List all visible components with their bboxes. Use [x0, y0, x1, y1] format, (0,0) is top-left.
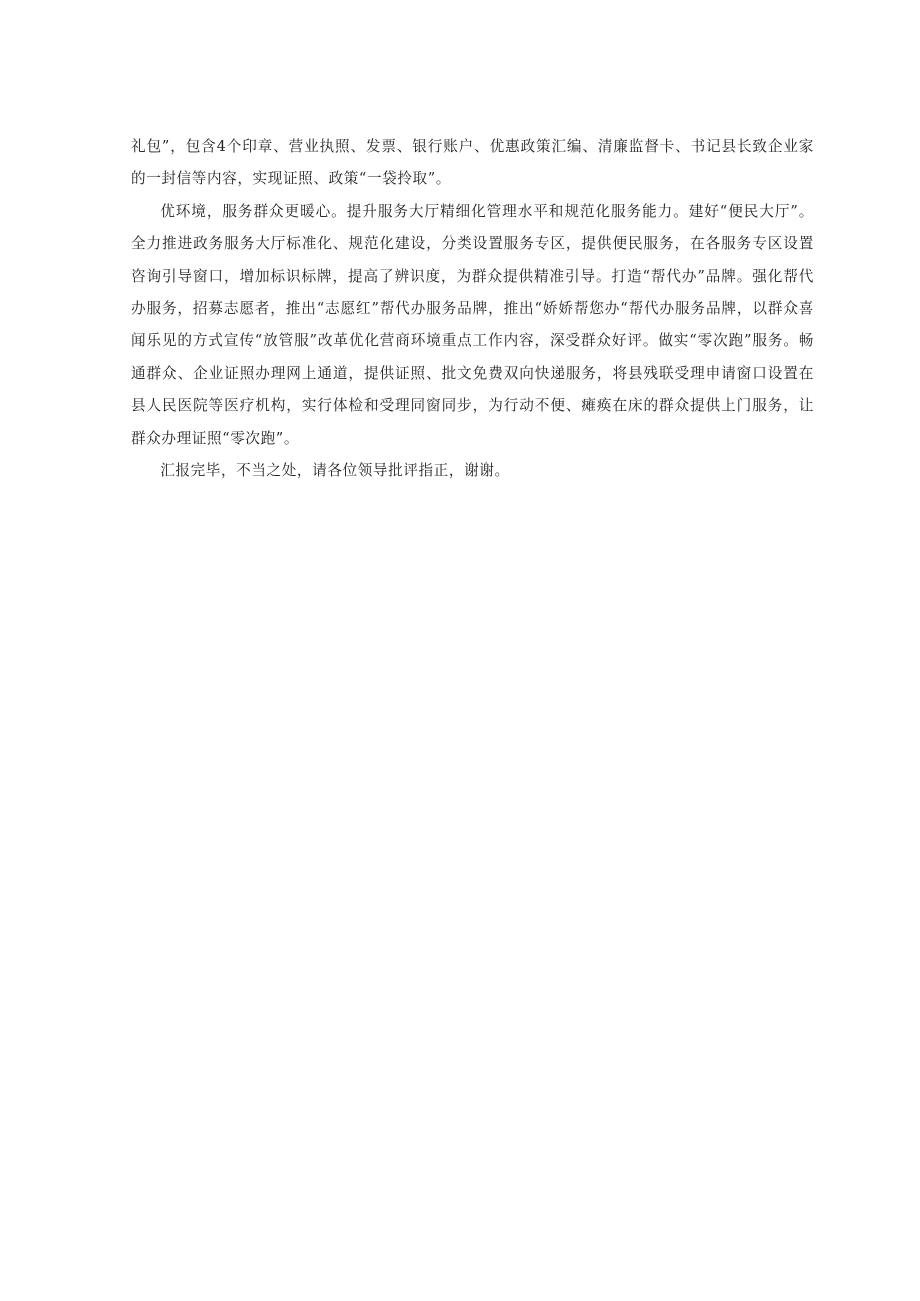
paragraph-environment-service: 优环境，服务群众更暖心。提升服务大厅精细化管理水平和规范化服务能力。建好“便民大厅”。全力推进政务服务大厅标准化、规范化建设，分类设置服务专区，提供便民服务，在各服务专区设置咨询引导窗口，增加标识标牌，提高了辨识度，为群众提供精准引导。打造“帮代办”品牌。强化帮代办服务，招募志愿者，推出“志愿红”帮代办服务品牌，推出“娇娇帮您办“帮代办服务品牌，以群众喜闻乐见的方式宣传“放管服”改革优化营商环境重点工作内容，深受群众好评。做实“零次跑”服务。畅通群众、企业证照办理网上通道，提供证照、批文免费双向快递服务，将县残联受理申请窗口设置在县人民医院等医疗机构，实行体检和受理同窗同步，为行动不便、瘫痪在床的群众提供上门服务，让群众办理证照“零次跑”。: [131, 202, 814, 447]
document-body: [131, 131, 814, 487]
paragraph-closing: 汇报完毕，不当之处，请各位领导批评指正，谢谢。: [160, 462, 510, 480]
paragraph-continuation: 礼包”，包含4个印章、营业执照、发票、银行账户、优惠政策汇编、清廉监督卡、书记县长致企业家的一封信等内容，实现证照、政策“一袋拎取”。: [131, 138, 814, 188]
